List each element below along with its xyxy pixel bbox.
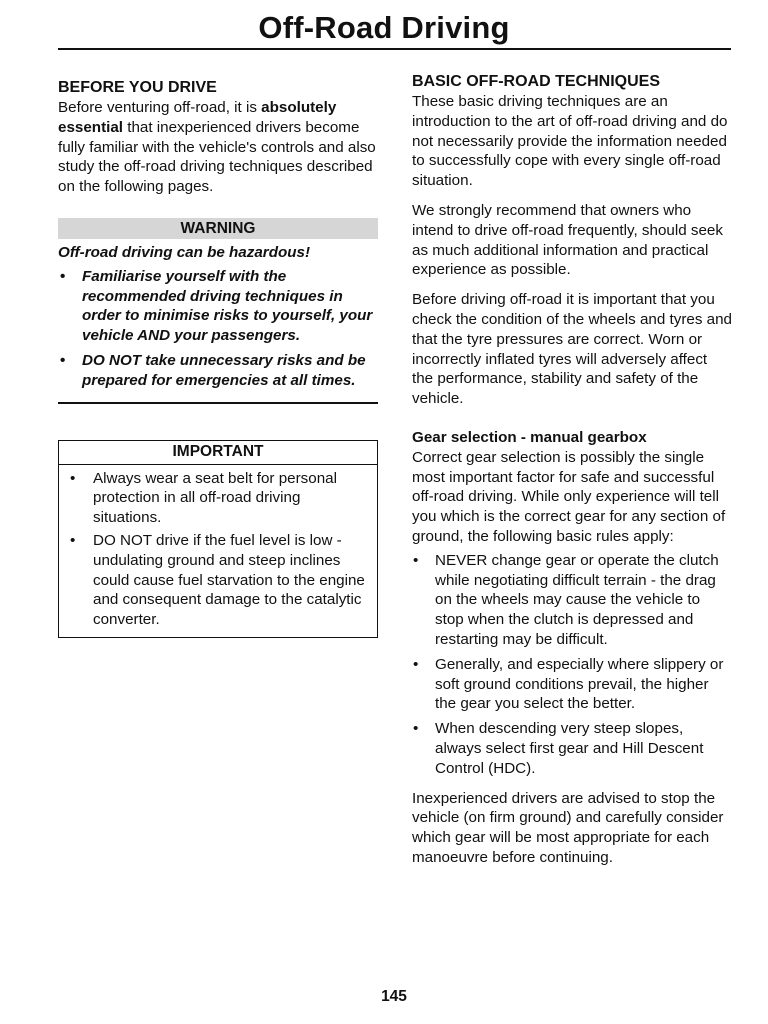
techniques-paragraph: Before driving off-road it is important that you check the condition of the wheels and tyres and that the tyre pressures are correct. Worn or incorrectly inflated tyres will adversely affect the performance, stability and safety of the vehicle. bbox=[412, 291, 732, 408]
gear-selection-heading: Gear selection - manual gearbox bbox=[412, 428, 647, 446]
warning-item bbox=[58, 351, 378, 391]
warning-item-text: DO NOT take unnecessary risks and be prepared for emergencies at all times. bbox=[82, 351, 366, 389]
warning-divider bbox=[58, 402, 378, 404]
warning-box bbox=[58, 218, 378, 404]
warning-item-text: Familiarise yourself with the recommended driving techniques in order to minimise risks to yourself, your vehicle AND your passengers. bbox=[82, 267, 373, 345]
gear-rule-item bbox=[412, 551, 732, 650]
bullet-icon: • bbox=[413, 655, 419, 673]
gear-selection-closing: Inexperienced drivers are advised to stop the vehicle (on firm ground) and carefully consider which gear will be most appropriate for each manoeuvre before continuing. bbox=[412, 789, 724, 866]
techniques-paragraph: We strongly recommend that owners who intend to drive off-road frequently, should seek as much additional information and practical experience as possible. bbox=[412, 201, 723, 279]
gear-rule-text: When descending very steep slopes, always select first gear and Hill Descent Control (HDC). bbox=[435, 720, 704, 777]
page-title: Off-Road Driving bbox=[258, 10, 510, 45]
before-text-part-2: that inexperienced drivers become fully familiar with the vehicle's controls and also study the off-road driving techniques described on the following pages. bbox=[58, 118, 376, 196]
right-column bbox=[412, 72, 732, 868]
techniques-paragraph: These basic driving techniques are an introduction to the art of off-road driving and do not necessarily provide the information needed to successfully cope with every single off-road situation. bbox=[412, 93, 728, 190]
warning-list bbox=[58, 267, 378, 391]
warning-header: WARNING bbox=[58, 218, 378, 239]
warning-lead: Off-road driving can be hazardous! bbox=[58, 243, 311, 261]
gear-rules-list bbox=[412, 551, 732, 779]
warning-item bbox=[58, 267, 378, 346]
important-header: IMPORTANT bbox=[59, 441, 377, 465]
before-text-part-1: Before venturing off-road, it is bbox=[58, 99, 262, 116]
gear-selection-intro: Correct gear selection is possibly the single most important factor for safe and successful off-road driving. While only experience will tell you which is the correct gear for any section of ground, the following basic rules apply: bbox=[412, 448, 726, 545]
before-you-drive-heading: BEFORE YOU DRIVE bbox=[58, 79, 217, 96]
bullet-icon: • bbox=[60, 351, 66, 369]
page-number: 145 bbox=[381, 988, 407, 1005]
basic-techniques-heading: BASIC OFF-ROAD TECHNIQUES bbox=[412, 73, 660, 90]
gear-rule-text: NEVER change gear or operate the clutch while negotiating difficult terrain - the drag on the wheels may cause the vehicle to stop when the clutch is depressed and restarting may be difficult. bbox=[435, 551, 719, 648]
gear-rule-text: Generally, and especially where slippery or soft ground conditions prevail, the higher the gear you select the better. bbox=[435, 655, 724, 713]
important-item bbox=[59, 531, 371, 630]
bullet-icon: • bbox=[70, 531, 76, 549]
before-text-emphasis: absolutely essential bbox=[58, 99, 337, 136]
gear-rule-item bbox=[412, 719, 732, 778]
gear-rule-item bbox=[412, 655, 732, 714]
important-box bbox=[58, 440, 378, 638]
important-item bbox=[59, 469, 371, 528]
bullet-icon: • bbox=[413, 551, 419, 569]
bullet-icon: • bbox=[413, 720, 419, 738]
bullet-icon: • bbox=[70, 469, 76, 487]
before-you-drive-text bbox=[58, 98, 378, 197]
left-column bbox=[58, 78, 378, 638]
important-item-text: Always wear a seat belt for personal protection in all off-road driving situations. bbox=[93, 469, 337, 527]
title-divider bbox=[58, 48, 731, 50]
important-list bbox=[59, 469, 377, 630]
important-item-text: DO NOT drive if the fuel level is low - undulating ground and steep inclines could cause fuel starvation to the engine and consequent damage to the catalytic converter. bbox=[93, 531, 365, 629]
bullet-icon: • bbox=[60, 267, 66, 285]
